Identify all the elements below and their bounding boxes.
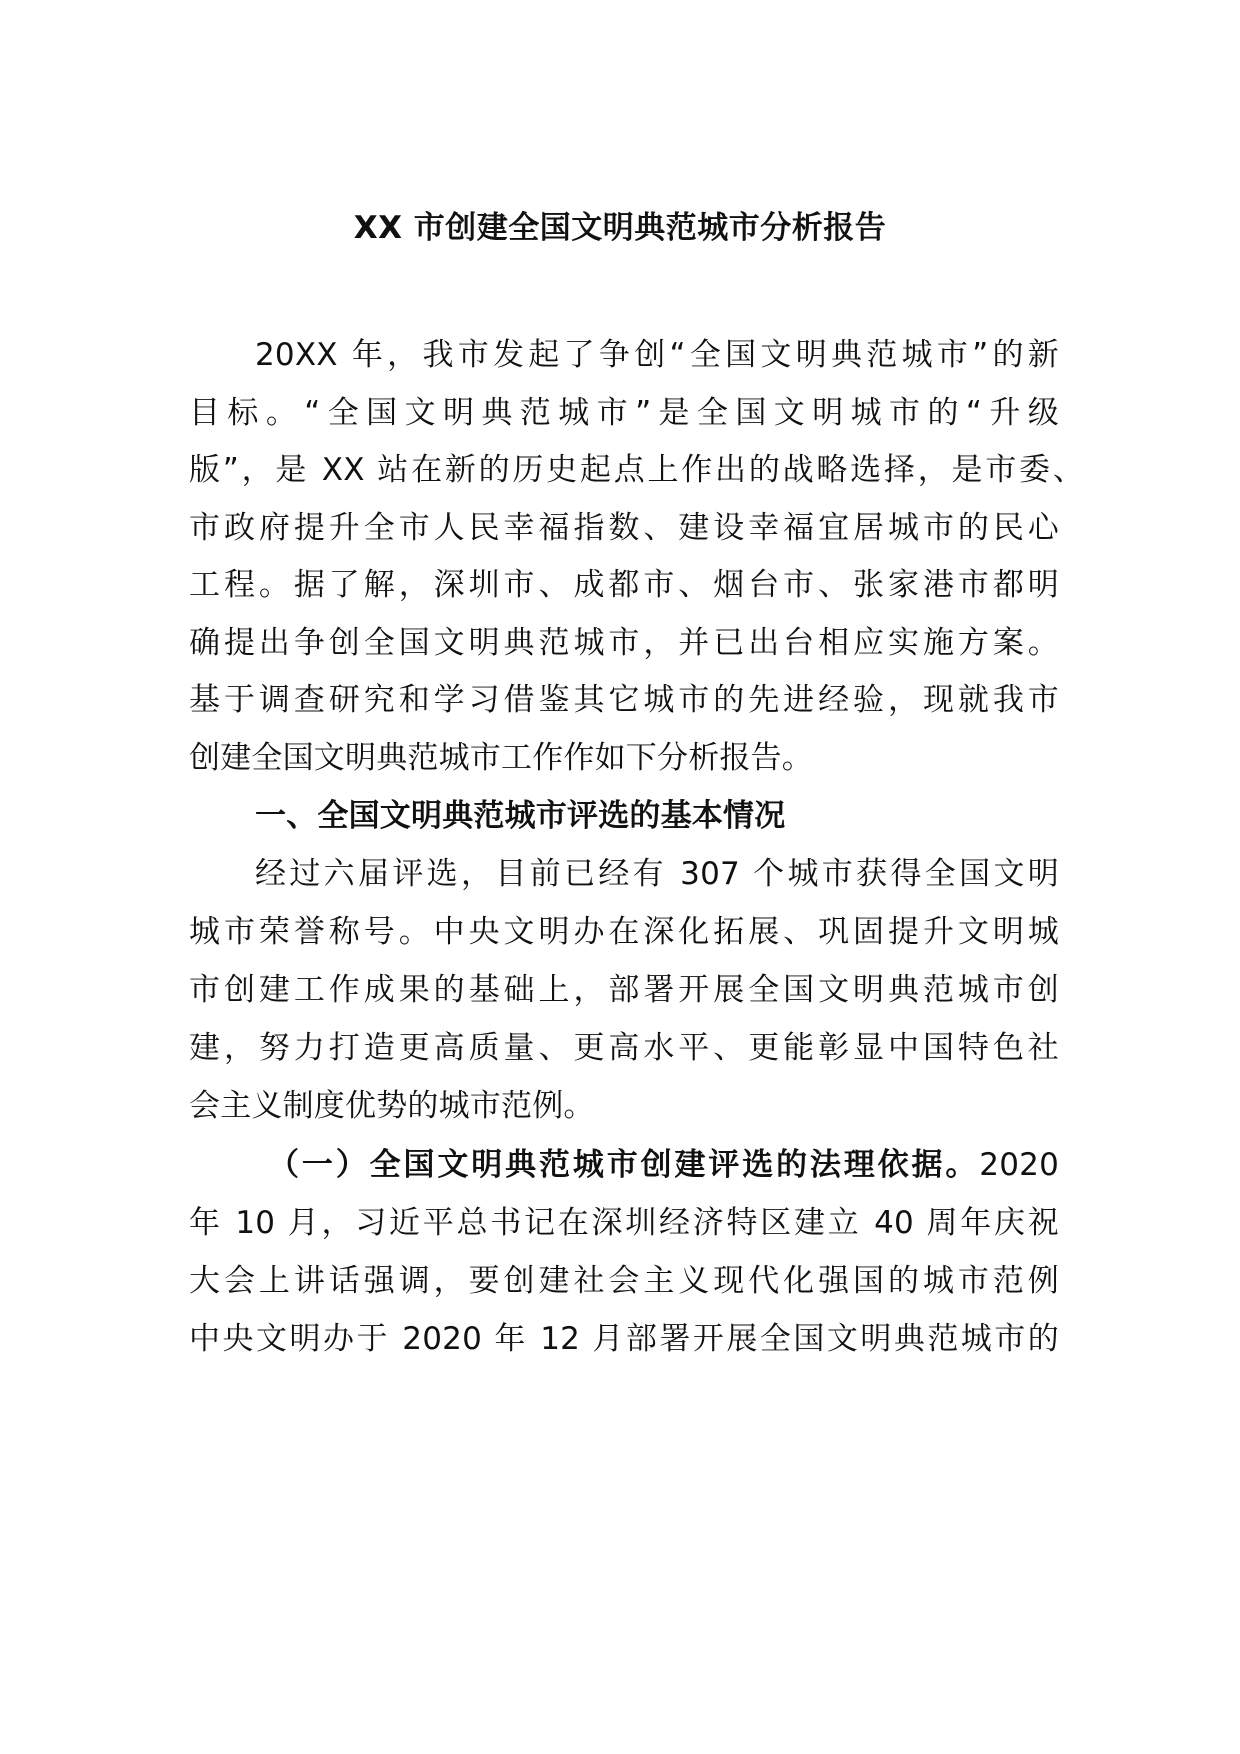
paragraph-line: 城市荣誉称号。中央文明办在深化拓展、巩固提升文明城 bbox=[189, 914, 1059, 950]
paragraph-line: 确提出争创全国文明典范城市，并已出台相应实施方案。 bbox=[189, 625, 1059, 661]
section-heading: 一、全国文明典范城市评选的基本情况 bbox=[255, 798, 786, 834]
paragraph-line: 大会上讲话强调，要创建社会主义现代化强国的城市范例 bbox=[189, 1263, 1059, 1299]
paragraph-line: 基于调查研究和学习借鉴其它城市的先进经验，现就我市 bbox=[189, 682, 1059, 718]
document-title: XX 市创建全国文明典范城市分析报告 bbox=[353, 210, 887, 246]
paragraph-line: 会主义制度优势的城市范例。 bbox=[189, 1088, 595, 1124]
paragraph-line: 目标。“全国文明典范城市”是全国文明城市的“升级 bbox=[189, 395, 1059, 431]
paragraph-line: 市创建工作成果的基础上，部署开展全国文明典范城市创 bbox=[189, 972, 1059, 1008]
paragraph-line: 中央文明办于 2020 年 12 月部署开展全国文明典范城市的 bbox=[189, 1321, 1059, 1357]
paragraph-line: 创建全国文明典范城市工作作如下分析报告。 bbox=[189, 740, 813, 776]
paragraph-line: 建，努力打造更高质量、更高水平、更能彰显中国特色社 bbox=[189, 1030, 1059, 1066]
paragraph-line: 工程。据了解，深圳市、成都市、烟台市、张家港市都明 bbox=[189, 567, 1059, 603]
paragraph-line: 市政府提升全市人民幸福指数、建设幸福宜居城市的民心 bbox=[189, 510, 1059, 546]
paragraph-line: 版”，是 XX 站在新的历史起点上作出的战略选择，是市委、 bbox=[189, 452, 1084, 488]
subheading-line bbox=[268, 1143, 1059, 1187]
paragraph-line: 经过六届评选，目前已经有 307 个城市获得全国文明 bbox=[255, 856, 1059, 892]
subheading-tail: 2020 bbox=[979, 1147, 1059, 1183]
paragraph-line: 年 10 月，习近平总书记在深圳经济特区建立 40 周年庆祝 bbox=[189, 1205, 1059, 1241]
subheading-bold: （一）全国文明典范城市创建评选的法理依据。 bbox=[268, 1147, 980, 1183]
paragraph-line: 20XX 年，我市发起了争创“全国文明典范城市”的新 bbox=[255, 337, 1059, 373]
